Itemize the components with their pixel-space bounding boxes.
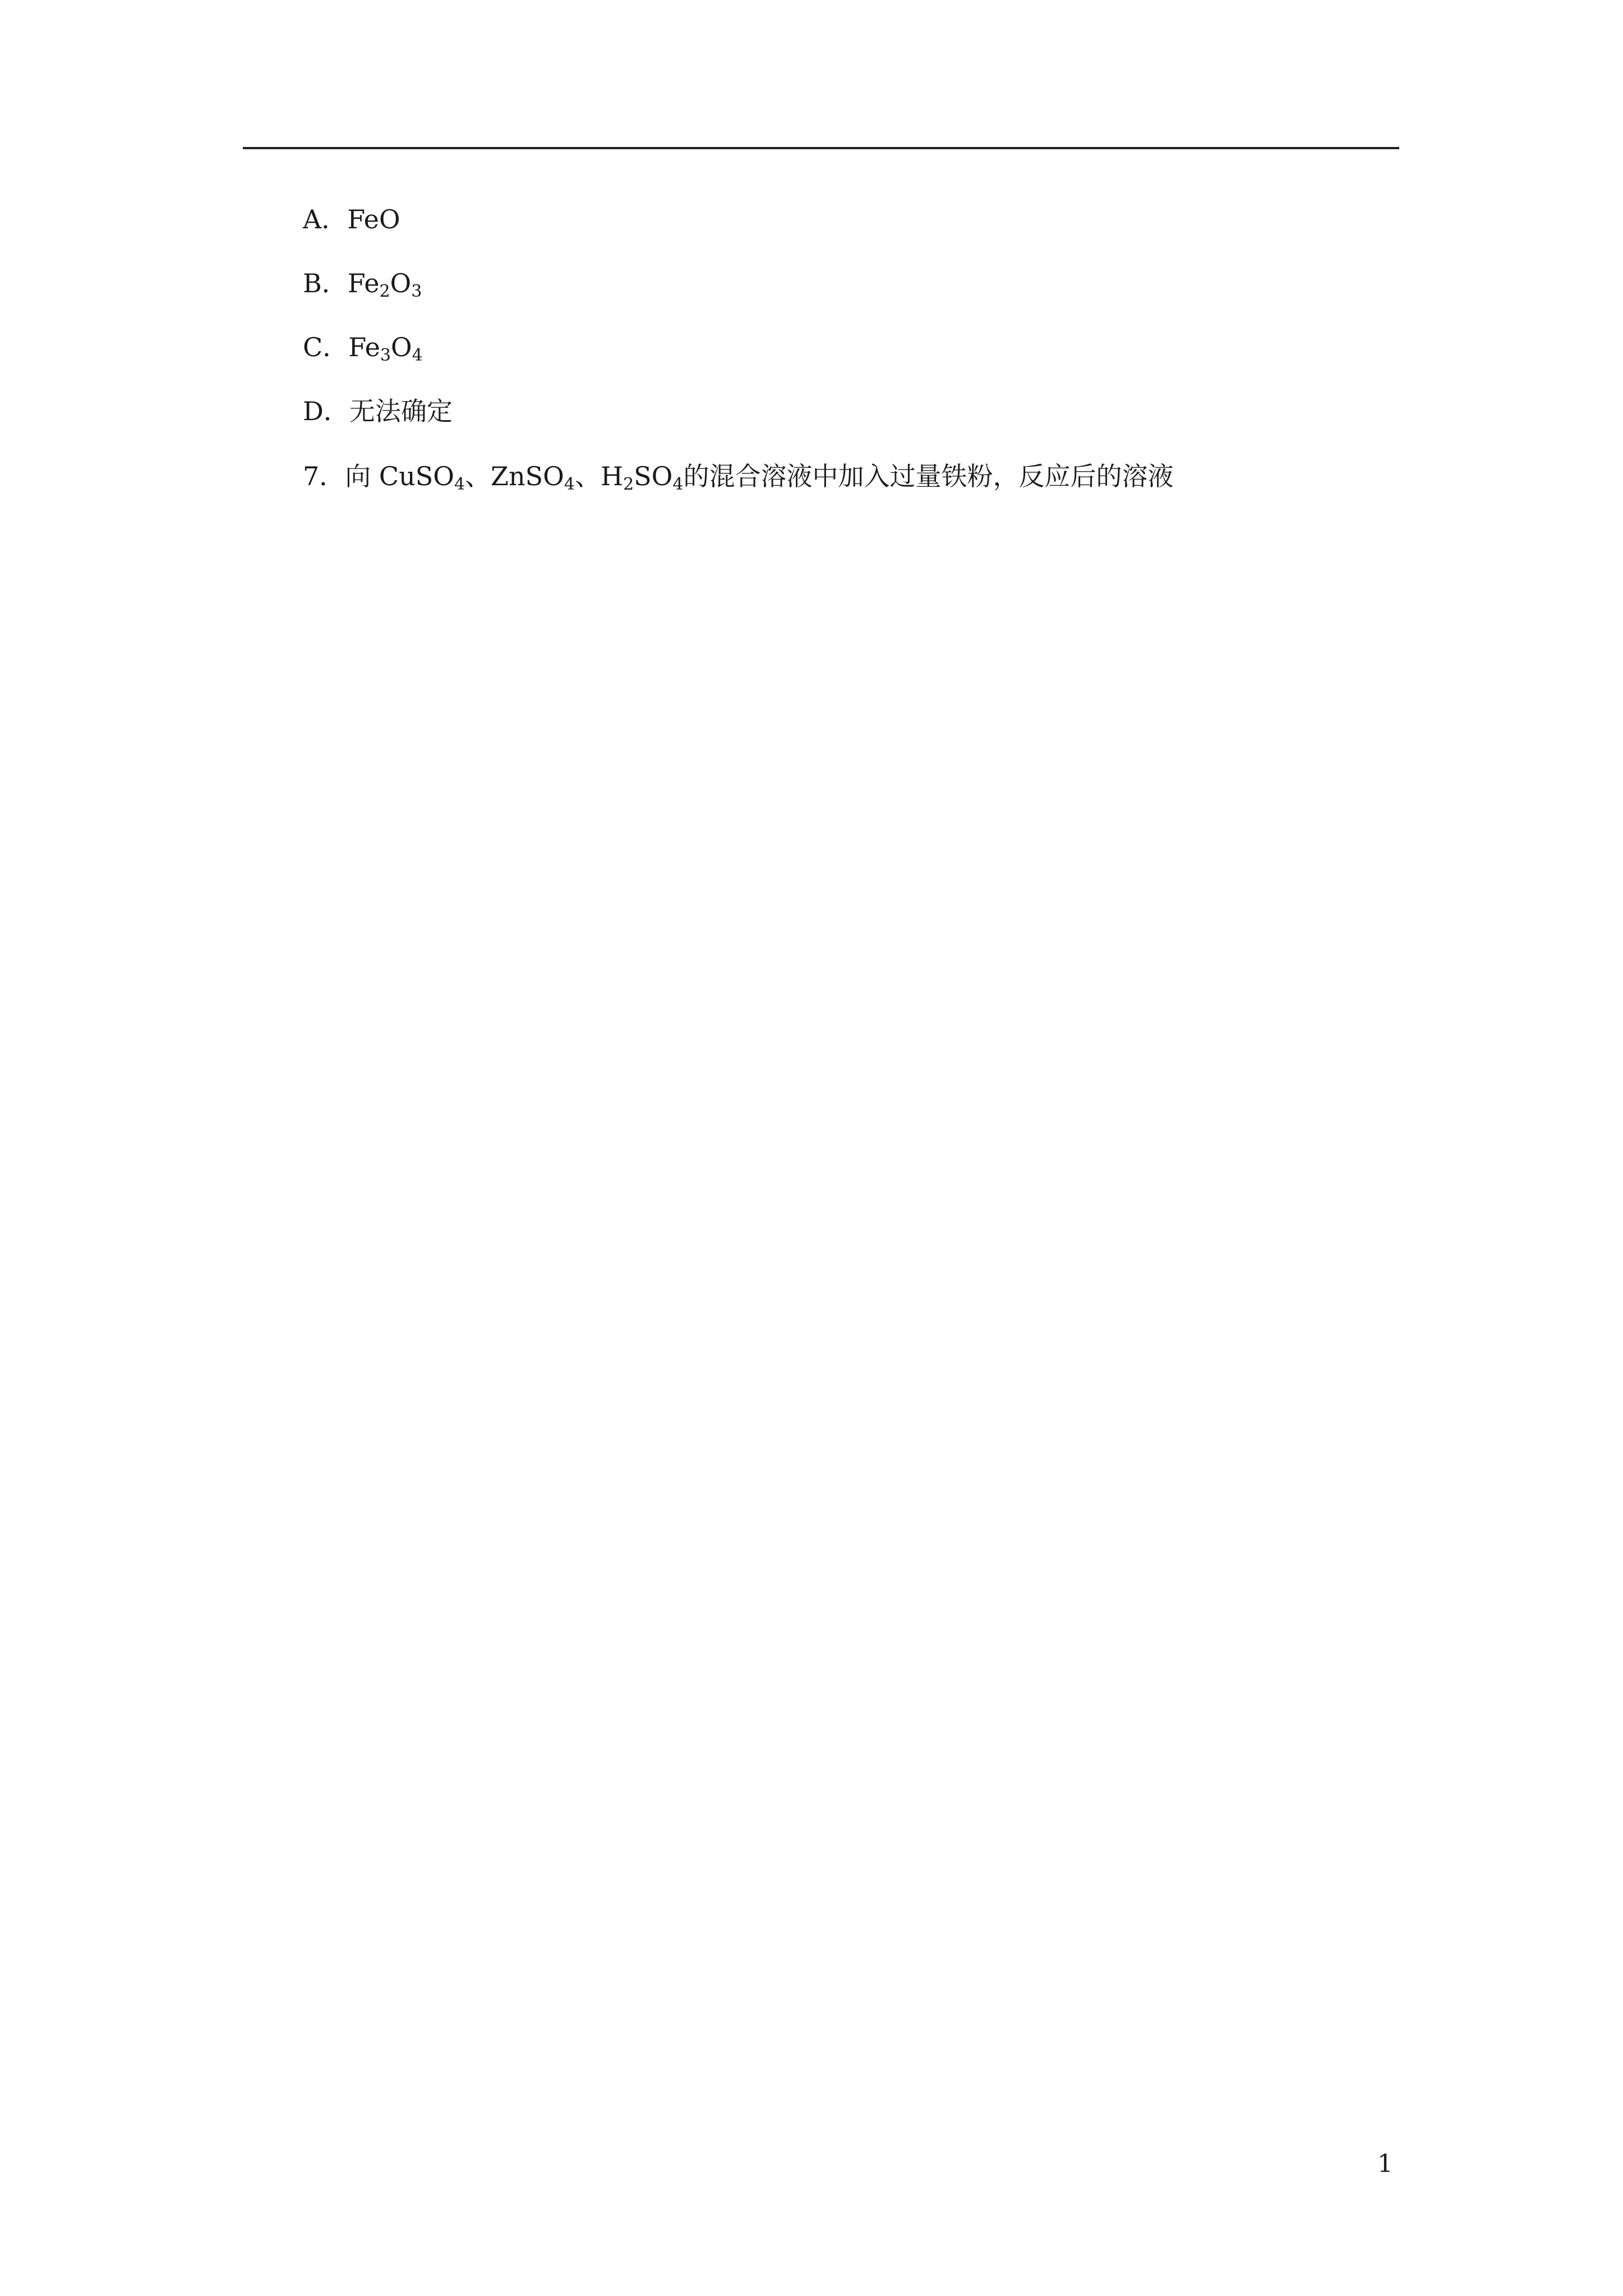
- q6-option-b: B．$Fe_2O_3$: [303, 268, 422, 301]
- page-number: 1: [1377, 2150, 1393, 2178]
- q6-option-a: A．FeO: [303, 204, 400, 234]
- q6-option-d: D．无法确定: [303, 396, 453, 426]
- header-rule: [243, 147, 1399, 149]
- q6-option-c: C．$Fe_3O_4$: [303, 332, 423, 365]
- q7-stem: 7．向 CuSO$_4$、ZnSO$_4$、$H_2SO_4$的混合溶液中加入过量铁粉，反应后的溶液: [303, 461, 1174, 494]
